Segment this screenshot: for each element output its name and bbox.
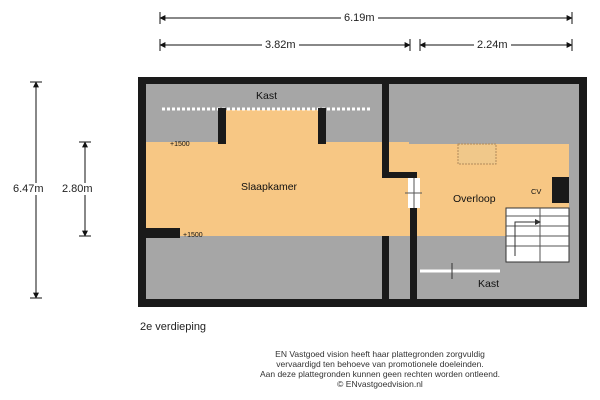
height-marker-top: +1500 <box>170 141 190 148</box>
total-width-label: 6.19m <box>341 12 378 24</box>
right-width-label: 2.24m <box>474 39 511 51</box>
center-wall <box>382 84 389 176</box>
height-marker-bottom: +1500 <box>183 232 203 239</box>
disclaimer-line: vervaardigd ten behoeve van promotionele doeleinden. <box>276 359 484 369</box>
room-label-overloop: Overloop <box>453 193 496 205</box>
room-label-kast-bottom: Kast <box>478 278 500 290</box>
inner-height-label: 2.80m <box>59 183 96 195</box>
staircase <box>506 208 569 262</box>
left-width-label: 3.82m <box>262 39 299 51</box>
room-label-slaapkamer: Slaapkamer <box>241 181 298 193</box>
room-label-kast-top: Kast <box>256 90 278 102</box>
disclaimer-line: EN Vastgoed vision heeft haar plattegronden zorgvuldig <box>275 349 485 359</box>
disclaimer <box>170 349 590 389</box>
total-height-label: 6.47m <box>10 183 47 195</box>
cv-unit <box>552 177 569 203</box>
disclaimer-line: © ENvastgoedvision.nl <box>337 379 423 389</box>
floor-name: 2e verdieping <box>140 321 207 333</box>
skylight <box>458 144 496 164</box>
disclaimer-line: Aan deze plattegronden kunnen geen rechten worden ontleend. <box>259 369 501 379</box>
cv-label: CV <box>531 187 542 196</box>
